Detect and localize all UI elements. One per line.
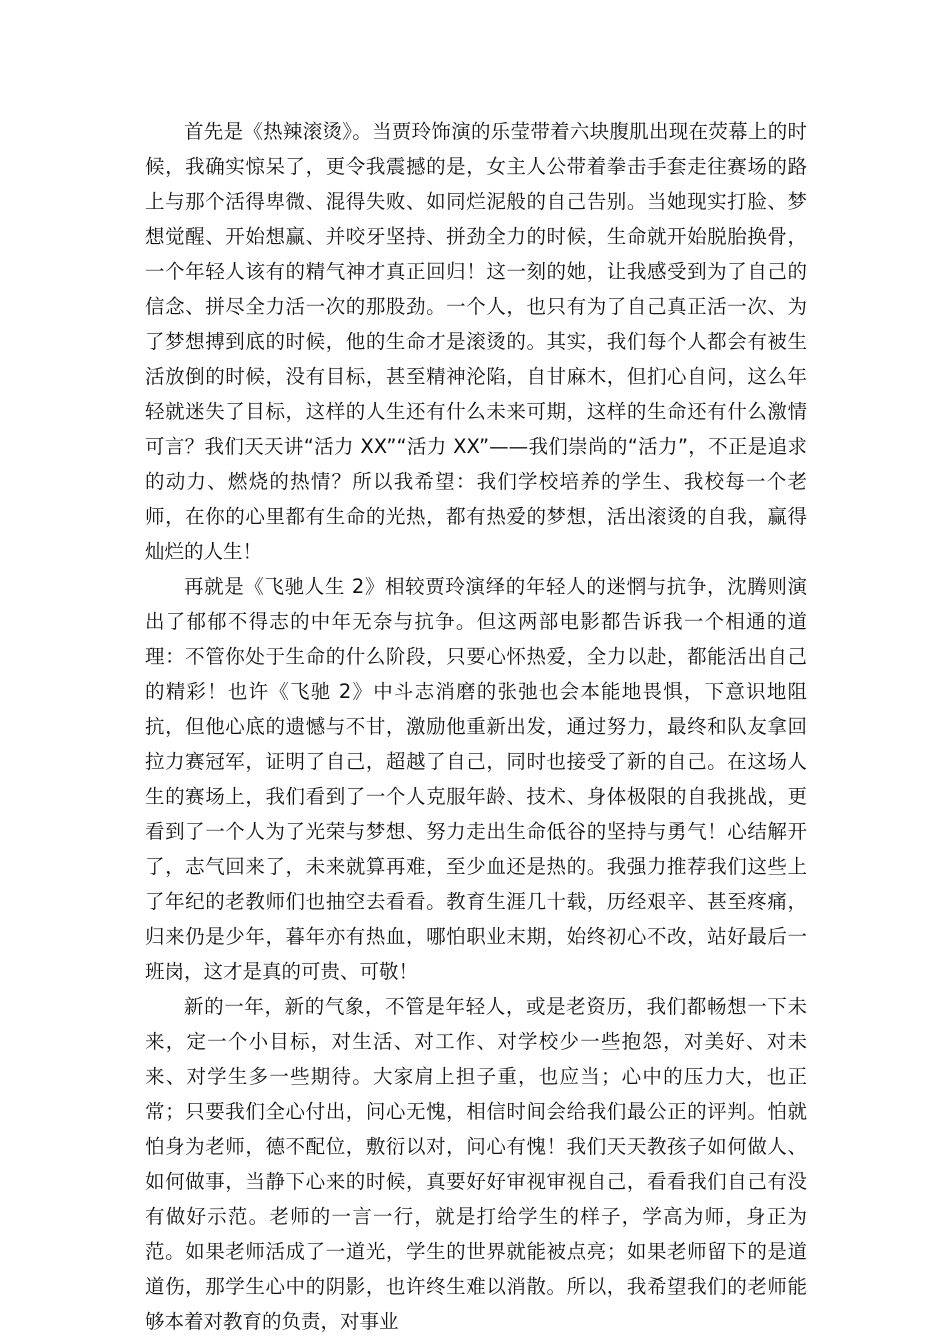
document-body (145, 114, 807, 1339)
paragraph-pegasus-2: 再就是《飞驰人生 2》相较贾玲演绎的年轻人的迷惘与抗争，沈腾则演出了郁郁不得志的中年无奈与抗争。但这两部电影都告诉我一个相通的道理：不管你处于生命的什么阶段，只要心怀热爱，全力以赴，都能活出自己的精彩！也许《飞驰 2》中斗志消磨的张弛也会本能地畏惧，下意识地阻抗，但他心底的遗憾与不甘，激励他重新出发，通过努力，最终和队友拿回拉力赛冠军，证明了自己，超越了自己，同时也接受了新的自己。在这场人生的赛场上，我们看到了一个人克服年龄、技术、身体极限的自我挑战，更看到了一个人为了光荣与梦想、努力走出生命低谷的坚持与勇气！心结解开了，志气回来了，未来就算再难，至少血还是热的。我强力推荐我们这些上了年纪的老教师们也抽空去看看。教育生涯几十载，历经艰辛、甚至疼痛，归来仍是少年，暮年亦有热血，哪怕职业末期，始终初心不改，站好最后一班岗，这才是真的可贵、可敬！ (145, 575, 807, 983)
paragraph-hot-and-spicy: 首先是《热辣滚烫》。当贾玲饰演的乐莹带着六块腹肌出现在荧幕上的时候，我确实惊呆了，更令我震撼的是，女主人公带着拳击手套走往赛场的路上与那个活得卑微、混得失败、如同烂泥般的自己告别。当她现实打脸、梦想觉醒、开始想赢、并咬牙坚持、拼劲全力的时候，生命就开始脱胎换骨，一个年轻人该有的精气神才真正回归！这一刻的她，让我感受到为了自己的信念、拼尽全力活一次的那股劲。一个人，也只有为了自己真正活一次、为了梦想搏到底的时候，他的生命才是滚烫的。其实，我们每个人都会有被生活放倒的时候，没有目标，甚至精神沦陷，自甘麻木，但扪心自问，这么年轻就迷失了目标，这样的人生还有什么未来可期，这样的生命还有什么激情可言？我们天天讲“活力 XX”“活力 XX”——我们崇尚的“活力”，不正是追求的动力、燃烧的热情？所以我希望：我们学校培养的学生、我校每一个老师，在你的心里都有生命的光热，都有热爱的梦想，活出滚烫的自我，赢得灿烂的人生！ (145, 120, 807, 563)
paragraph-new-year: 新的一年，新的气象，不管是年轻人，或是老资历，我们都畅想一下未来，定一个小目标，对生活、对工作、对学校少一些抱怨，对美好、对未来、对学生多一些期待。大家肩上担子重，也应当；心中的压力大，也正常；只要我们全心付出，问心无愧，相信时间会给我们最公正的评判。怕就怕身为老师，德不配位，敷衍以对，问心有愧！我们天天教孩子如何做人、如何做事，当静下心来的时候，真要好好审视审视自己，看看我们自己有没有做好示范。老师的一言一行，就是打给学生的样子，学高为师，身正为范。如果老师活成了一道光，学生的世界就能被点亮；如果老师留下的是道道伤，那学生心中的阴影，也许终生难以消散。所以，我希望我们的老师能够本着对教育的负责，对事业 (145, 995, 807, 1333)
